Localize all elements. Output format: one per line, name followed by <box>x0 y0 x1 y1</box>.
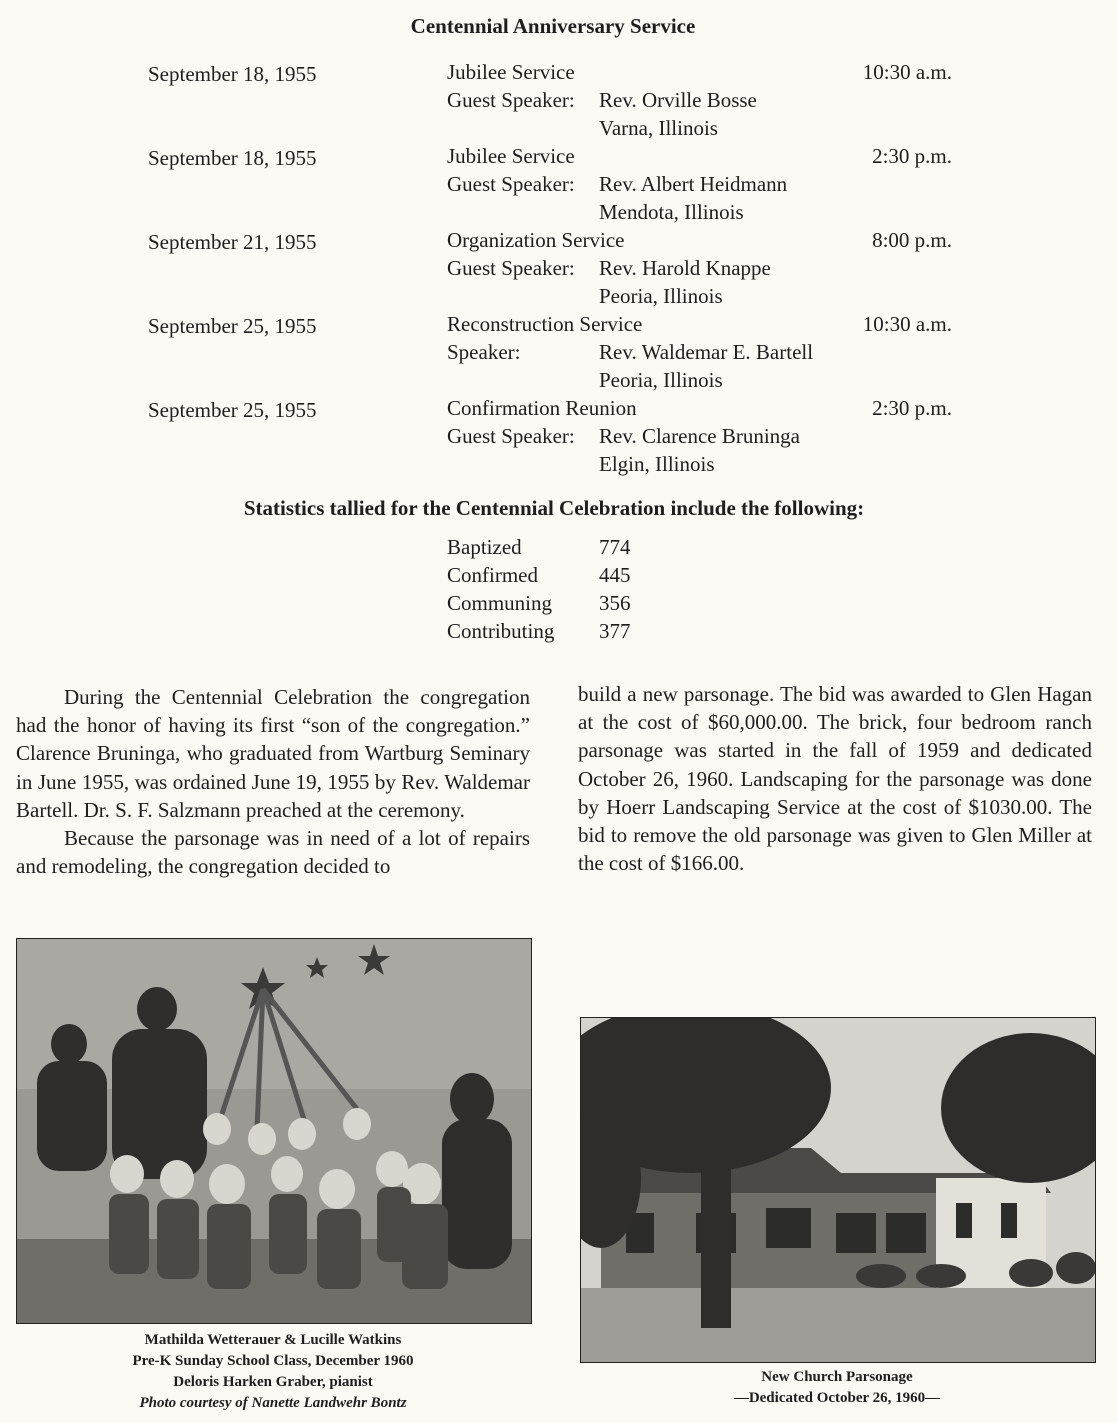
class-photo-caption <box>16 1330 530 1414</box>
speaker-name: Rev. Orville Bosse <box>599 88 757 112</box>
speaker-label: Guest Speaker: <box>447 172 575 196</box>
speaker-label: Guest Speaker: <box>447 424 575 448</box>
speaker-name: Rev. Clarence Bruninga <box>599 424 800 448</box>
right-column <box>578 680 1092 877</box>
schedule-date: September 18, 1955 <box>148 146 317 170</box>
schedule-date: September 18, 1955 <box>148 62 317 86</box>
stat-value: 445 <box>599 563 631 587</box>
schedule-service: Jubilee Service <box>447 60 575 84</box>
photo-credit: Photo courtesy of Nanette Landwehr Bontz <box>139 1395 407 1411</box>
schedule-time: 8:00 p.m. <box>872 228 952 252</box>
stats-heading: Statistics tallied for the Centennial Celebration include the following: <box>243 496 865 520</box>
speaker-name: Rev. Harold Knappe <box>599 256 771 280</box>
schedule-service: Organization Service <box>447 228 625 252</box>
class-photo-image <box>17 939 531 1323</box>
stat-label: Contributing <box>447 619 555 643</box>
caption-line: Mathilda Wetterauer & Lucille Watkins <box>144 1332 402 1348</box>
stat-value: 377 <box>599 619 631 643</box>
caption-line: —Dedicated October 26, 1960— <box>733 1390 941 1406</box>
parsonage-photo <box>580 1017 1096 1363</box>
stat-label: Baptized <box>447 535 522 559</box>
schedule <box>0 0 1118 490</box>
speaker-label: Guest Speaker: <box>447 256 575 280</box>
stat-value: 356 <box>599 591 631 615</box>
stat-label: Confirmed <box>447 563 538 587</box>
schedule-time: 10:30 a.m. <box>862 312 952 336</box>
caption-line: Pre-K Sunday School Class, December 1960 <box>132 1353 414 1369</box>
paragraph: Because the parsonage was in need of a lot of repairs and remodeling, the congregation decided to <box>16 826 530 879</box>
stat-value: 774 <box>599 535 631 559</box>
schedule-date: September 21, 1955 <box>148 230 317 254</box>
schedule-time: 10:30 a.m. <box>862 60 952 84</box>
paragraph: build a new parsonage. The bid was awarded to Glen Hagan at the cost of $60,000.00. The brick, four bedroom ranch parsonage was started in the fall of 1959 and dedicated October 26, 1960. Landscaping for the parsonage was done by Hoerr Landscaping Service at the cost of $1030.00. The bid to remove the old parsonage was given to Glen Miller at the cost of $166.00. <box>578 682 1092 876</box>
schedule-service: Reconstruction Service <box>447 312 643 336</box>
schedule-time: 2:30 p.m. <box>872 144 952 168</box>
schedule-date: September 25, 1955 <box>148 314 317 338</box>
speaker-location: Peoria, Illinois <box>599 284 723 308</box>
schedule-time: 2:30 p.m. <box>872 396 952 420</box>
speaker-location: Varna, Illinois <box>599 116 718 140</box>
schedule-service: Jubilee Service <box>447 144 575 168</box>
speaker-location: Elgin, Illinois <box>599 452 715 476</box>
parsonage-photo-caption <box>580 1367 1094 1409</box>
speaker-name: Rev. Waldemar E. Bartell <box>599 340 814 364</box>
speaker-label: Guest Speaker: <box>447 88 575 112</box>
class-photo <box>16 938 532 1324</box>
left-column <box>16 683 530 880</box>
caption-line: Deloris Harken Graber, pianist <box>173 1374 373 1390</box>
schedule-service: Confirmation Reunion <box>447 396 637 420</box>
page-title: Centennial Anniversary Service <box>410 14 696 38</box>
schedule-date: September 25, 1955 <box>148 398 317 422</box>
parsonage-photo-image <box>581 1018 1095 1362</box>
speaker-name: Rev. Albert Heidmann <box>599 172 788 196</box>
caption-line: New Church Parsonage <box>761 1369 913 1385</box>
speaker-label: Speaker: <box>447 340 521 364</box>
speaker-location: Mendota, Illinois <box>599 200 744 224</box>
stat-label: Communing <box>447 591 553 615</box>
speaker-location: Peoria, Illinois <box>599 368 723 392</box>
paragraph: During the Centennial Celebration the congregation had the honor of having its first “son of the congregation.” Clarence Bruninga, who graduated from Wartburg Seminary in June 1955, was ordained June 19, 1955 by Rev. Waldemar Bartell. Dr. S. F. Salzmann preached at the ceremony. <box>16 685 530 822</box>
